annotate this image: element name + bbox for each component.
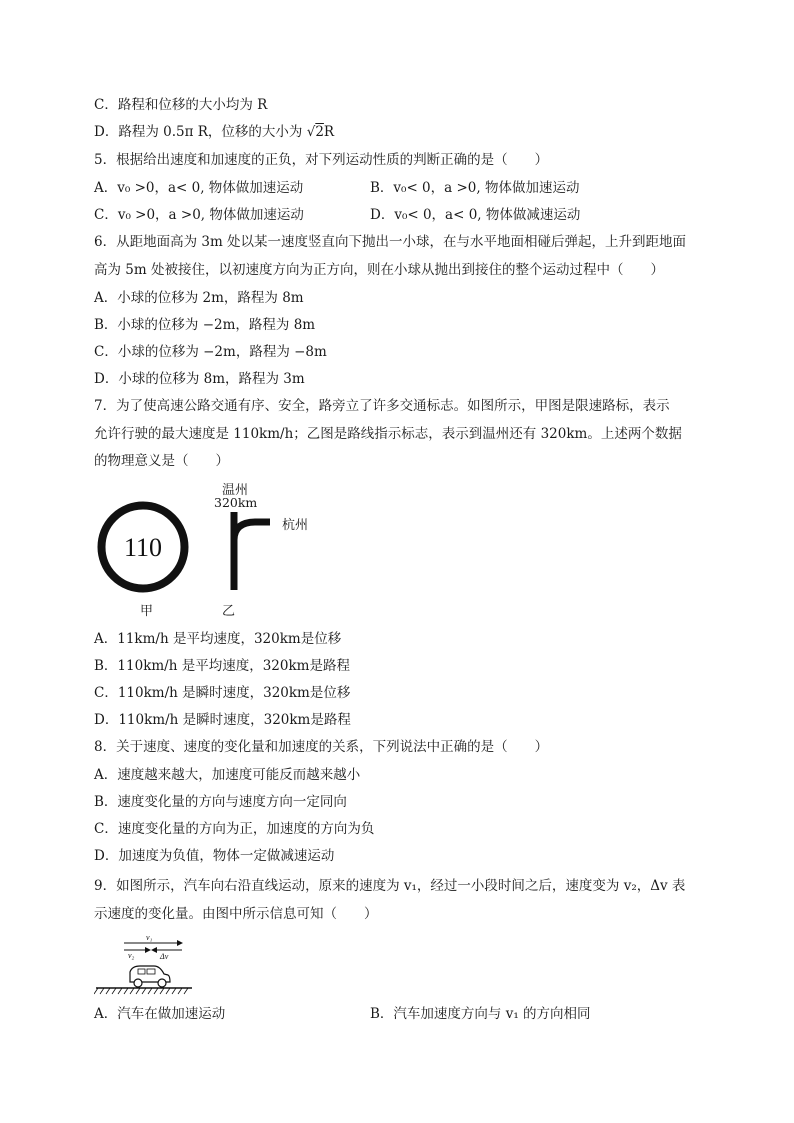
sign-label-yi: 乙 [222,604,236,619]
q6-option-c: C．小球的位移为 −2m，路程为 −8m [94,344,327,360]
q7-option-a: A．11km/h 是平均速度，320km是位移 [94,631,342,647]
q8-option-c: C．速度变化量的方向为正，加速度的方向为负 [94,821,375,837]
prev-option-d-unit: R [323,124,335,140]
route-label-wenzhou: 温州 [222,483,249,498]
label-v2: v₂ [128,951,135,960]
q6-option-a: A．小球的位移为 2m，路程为 8m [94,290,304,306]
q9-option-a: A．汽车在做加速运动 [94,1006,226,1022]
sign-label-jia: 甲 [140,604,154,619]
q7-option-b: B．110km/h 是平均速度，320km是路程 [94,658,350,674]
q7-stem-line3: 的物理意义是（ ） [94,453,229,469]
q5-stem: 5．根据给出速度和加速度的正负，对下列运动性质的判断正确的是（ ） [94,152,549,168]
ground-hatching [94,988,188,994]
speed-limit-value: 110 [123,533,163,562]
q7-option-d: D．110km/h 是瞬时速度，320km是路程 [94,712,351,728]
q6-stem-line2: 高为 5m 处被接住，以初速度方向为正方向，则在小球从抛出到接住的整个运动过程中（ ） [94,262,664,278]
prev-option-c: C．路程和位移的大小均为 R [94,97,268,113]
route-sign [222,510,282,592]
q6-option-b: B．小球的位移为 −2m，路程为 8m [94,317,316,333]
q9-stem-line1: 9．如图所示，汽车向右沿直线运动，原来的速度为 v₁，经过一小段时间之后，速度变为 v₂，Δv 表 [94,878,686,894]
prev-option-d-text: D．路程为 0.5π R，位移的大小为 [94,124,307,140]
car-icon [130,966,170,987]
q8-stem: 8．关于速度、速度的变化量和加速度的关系，下列说法中正确的是（ ） [94,739,549,755]
q7-stem-line1: 7．为了使高速公路交通有序、安全，路旁立了许多交通标志。如图所示，甲图是限速路标，表示 [94,398,670,414]
q8-option-b: B．速度变化量的方向与速度方向一定同向 [94,794,347,810]
q7-option-c: C．110km/h 是瞬时速度，320km是位移 [94,685,351,701]
q9-stem-line2: 示速度的变化量。由图中所示信息可知（ ） [94,906,378,922]
q6-stem-line1: 6．从距地面高为 3m 处以某一速度竖直向下抛出一小球，在与水平地面相碰后弹起，上升到距地面 [94,234,687,250]
label-dv: Δv [160,952,169,961]
sqrt-radicand: 2 [315,124,324,140]
label-v1: v₁ [146,933,153,942]
q8-option-a: A．速度越来越大，加速度可能反而越来越小 [94,767,361,783]
route-label-hangzhou: 杭州 [282,518,309,533]
sqrt-symbol: √ [306,124,316,140]
route-branch-road [234,522,270,540]
q5-option-c: C．v₀ >0，a >0, 物体做加速运动 [94,207,304,223]
q7-stem-line2: 允许行驶的最大速度是 110km/h；乙图是路线指示标志，表示到温州还有 320km。上述两个数据 [94,426,682,442]
q5-option-a: A．v₀ >0，a< 0, 物体做加速运动 [94,180,304,196]
q6-option-d: D．小球的位移为 8m，路程为 3m [94,371,305,387]
q8-option-d: D．加速度为负值，物体一定做减速运动 [94,848,335,864]
car-velocity-diagram [94,930,194,996]
route-label-distance: 320km [214,495,258,510]
q5-option-d: D．v₀< 0，a< 0, 物体做减速运动 [370,207,581,223]
q9-option-b: B．汽车加速度方向与 v₁ 的方向相同 [370,1006,591,1022]
prev-option-d [94,123,334,141]
q5-option-b: B．v₀< 0，a >0, 物体做加速运动 [370,180,580,196]
speed-limit-sign [96,500,190,594]
